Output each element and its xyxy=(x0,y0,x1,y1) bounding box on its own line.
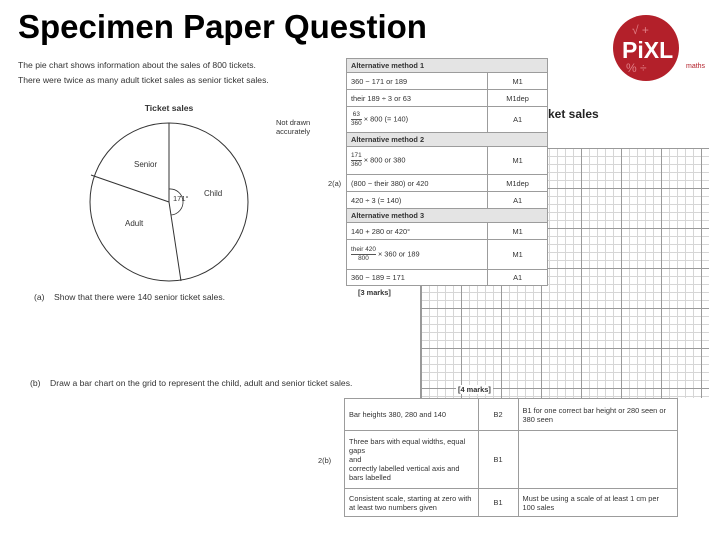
method-1-row-2-work: their 189 ÷ 3 or 63 xyxy=(347,90,488,107)
method-1-row-1-mark: M1 xyxy=(488,73,548,90)
svg-text:% ÷: % ÷ xyxy=(626,61,647,75)
method-2-row-2-mark: M1dep xyxy=(488,175,548,192)
method-2-row-1 xyxy=(347,147,488,175)
pie-radius-left xyxy=(91,175,169,202)
method-3-row-2 xyxy=(347,240,488,270)
markscheme-b-row-2-work xyxy=(345,431,479,489)
markscheme-a-ref: 2(a) xyxy=(328,179,342,188)
method-2-row-1-work: × 800 or 380 xyxy=(363,155,406,165)
page-title: Specimen Paper Question xyxy=(18,8,427,45)
method-2-row-1-den: 360 xyxy=(351,161,362,168)
svg-text:√ +: √ + xyxy=(632,23,649,37)
pie-title: Ticket sales xyxy=(144,103,194,113)
part-a-text: Show that there were 140 senior ticket sales. xyxy=(54,292,226,302)
logo-text: PiXL xyxy=(622,37,674,63)
pixl-logo xyxy=(612,8,712,88)
markscheme-b-table xyxy=(344,398,678,517)
method-3-row-3-work: 360 − 189 = 171 xyxy=(347,270,488,286)
markscheme-b-row-2-mark: B1 xyxy=(478,431,518,489)
markscheme-a xyxy=(346,58,548,297)
method-3-row-3-mark: A1 xyxy=(488,270,548,286)
markscheme-b-total: [4 marks] xyxy=(458,385,491,394)
pie-angle-label: 171° xyxy=(173,194,189,203)
method-3-row-2-den: 800 xyxy=(358,255,369,262)
question-intro-1: The pie chart shows information about the sales of 800 tickets. xyxy=(18,60,256,70)
method-1-row-2-mark: M1dep xyxy=(488,90,548,107)
markscheme-b-row-2-comment xyxy=(518,431,677,489)
part-b-text: Draw a bar chart on the grid to represent the child, adult and senior ticket sales. xyxy=(50,378,353,388)
pie-label-child: Child xyxy=(204,189,223,198)
logo-subtext: maths xyxy=(686,63,706,70)
markscheme-a-total: [3 marks] xyxy=(358,288,391,297)
method-3-row-1-work: 140 + 280 or 420° xyxy=(347,223,488,240)
method-2-row-3-work: 420 ÷ 3 (= 140) xyxy=(347,192,488,209)
pixl-logo-icon xyxy=(612,8,712,88)
method-3-row-1-mark: M1 xyxy=(488,223,548,240)
part-a-label: (a) xyxy=(34,292,45,302)
markscheme-b-row-3-work: Consistent scale, starting at zero with at least two numbers given xyxy=(345,489,479,517)
method-1-row-1-work: 360 − 171 or 189 xyxy=(347,73,488,90)
question-intro-2: There were twice as many adult ticket sales as senior ticket sales. xyxy=(18,75,269,85)
markscheme-b-row-3-comment: Must be using a scale of at least 1 cm per 100 sales xyxy=(518,489,677,517)
method-1-row-3-den: 360 xyxy=(351,120,362,127)
markscheme-b xyxy=(344,398,678,517)
markscheme-b-row-2-line-2: and xyxy=(349,455,362,464)
markscheme-b-row-1-work: Bar heights 380, 280 and 140 xyxy=(345,399,479,431)
method-2-row-1-mark: M1 xyxy=(488,147,548,175)
grid-title-fragment: ket sales xyxy=(548,107,599,121)
pie-note-2: accurately xyxy=(276,127,311,136)
markscheme-b-row-3-mark: B1 xyxy=(478,489,518,517)
method-3-row-2-num: their 420 xyxy=(351,246,376,253)
method-2-row-1-num: 171 xyxy=(351,152,362,159)
markscheme-b-row-1-comment: B1 for one correct bar height or 280 seen or 380 seen xyxy=(518,399,677,431)
markscheme-a-table xyxy=(346,58,548,286)
markscheme-b-row-2-line-3: correctly labelled vertical axis and bars labelled xyxy=(349,464,460,482)
method-1-row-3-mark: A1 xyxy=(488,107,548,133)
method-2-row-2-work: (800 − their 380) or 420 xyxy=(347,175,488,192)
method-1-row-3 xyxy=(347,107,488,133)
markscheme-b-row-1-mark: B2 xyxy=(478,399,518,431)
pie-label-senior: Senior xyxy=(134,160,158,169)
pie-label-adult: Adult xyxy=(125,219,144,228)
markscheme-b-row-2-line-1: Three bars with equal widths, equal gaps xyxy=(349,437,466,455)
method-2-heading: Alternative method 2 xyxy=(347,133,548,147)
part-b-label: (b) xyxy=(30,378,41,388)
pie-note-1: Not drawn xyxy=(276,118,311,127)
method-2-row-3-mark: A1 xyxy=(488,192,548,209)
method-1-row-3-num: 63 xyxy=(352,111,360,118)
method-3-row-2-mark: M1 xyxy=(488,240,548,270)
pie-chart xyxy=(80,100,340,285)
method-1-row-3-work: × 800 (= 140) xyxy=(363,114,409,124)
method-3-heading: Alternative method 3 xyxy=(347,209,548,223)
method-3-row-2-work: × 360 or 189 xyxy=(377,249,420,259)
markscheme-b-ref: 2(b) xyxy=(318,456,332,465)
method-1-heading: Alternative method 1 xyxy=(347,59,548,73)
